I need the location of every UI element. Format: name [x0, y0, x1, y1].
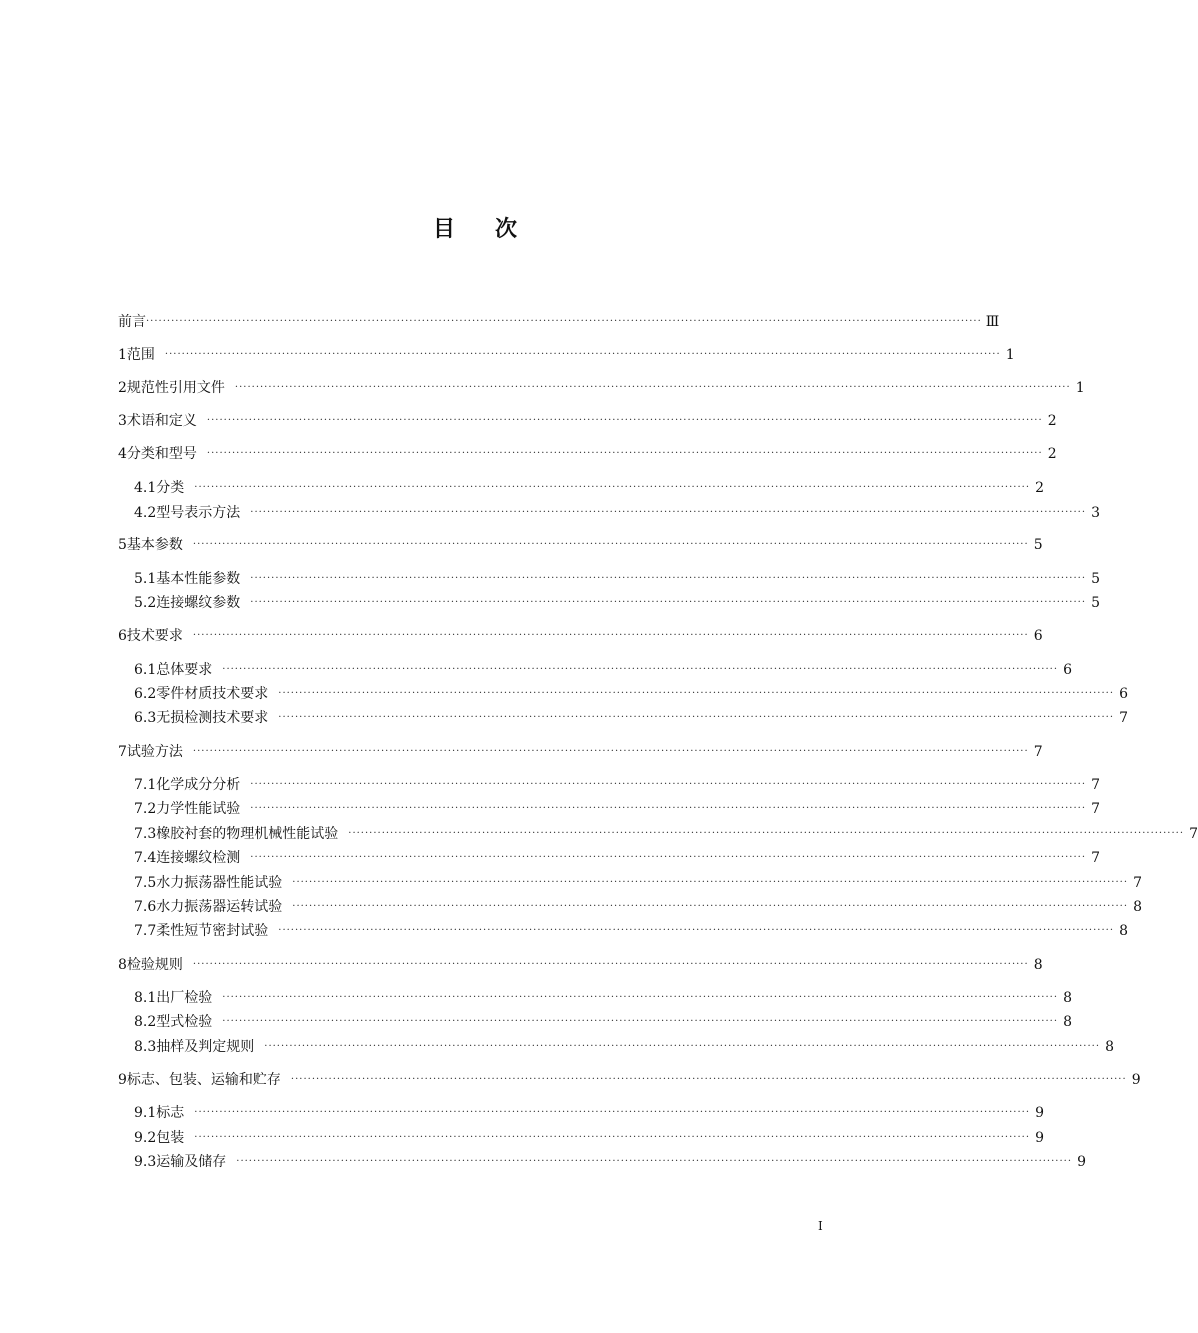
toc-entry-label: 出厂检验 [156, 990, 213, 1006]
toc-entry-page: 6 [1033, 628, 1043, 644]
toc-dot-leader: ········································································································································································································ [192, 746, 1029, 757]
toc-dot-leader: ········································································································································································································ [192, 539, 1029, 550]
toc-entry-label: 橡胶衬套的物理机械性能试验 [156, 826, 339, 842]
toc-entry-page: 8 [1119, 923, 1129, 939]
toc-entry-label: 前言 [118, 314, 146, 330]
toc-entry-page: 9 [1035, 1130, 1045, 1146]
toc-dot-leader: ········································································································································································································ [222, 1016, 1059, 1027]
toc-entry-page: 7 [1119, 710, 1129, 726]
toc-entry-number: 6 [118, 628, 127, 644]
toc-entry-page: 1 [1075, 380, 1085, 396]
toc-entry[interactable] [134, 478, 1045, 498]
toc-entry-number: 5.2 [134, 595, 157, 611]
toc-entry-label: 型号表示方法 [156, 505, 241, 521]
toc-entry[interactable] [134, 848, 1101, 868]
toc-entry[interactable] [118, 444, 1057, 464]
toc-entry-label: 连接螺纹参数 [156, 595, 241, 611]
toc-dot-leader: ········································································································································································································ [278, 712, 1115, 723]
toc-entry-page: 9 [1131, 1072, 1141, 1088]
toc-entry[interactable] [134, 1103, 1045, 1123]
toc-entry-label: 检验规则 [126, 957, 183, 973]
toc-entry-number: 5.1 [134, 571, 157, 587]
toc-entry[interactable] [134, 824, 1198, 844]
toc-dot-leader: ········································································································································································································ [234, 382, 1071, 393]
toc-entry-label: 范围 [126, 347, 155, 363]
toc-dot-leader: ········································································································································································································ [250, 779, 1087, 790]
toc-entry-page: 5 [1033, 537, 1043, 553]
toc-entry-number: 8 [118, 957, 127, 973]
toc-entry-page: 8 [1133, 899, 1143, 915]
toc-dot-leader: ········································································································································································································ [290, 1074, 1127, 1085]
toc-entry[interactable] [134, 799, 1101, 819]
toc-dot-leader: ········································································································································································································ [146, 316, 982, 327]
toc-entry-label: 柔性短节密封试验 [156, 923, 269, 939]
toc-dot-leader: ········································································································································································································ [292, 877, 1129, 888]
toc-entry-page: 2 [1035, 480, 1045, 496]
toc-entry-number: 7.2 [134, 801, 157, 817]
toc-entry-number: 3 [118, 413, 127, 429]
toc-entry[interactable] [118, 955, 1043, 975]
toc-entry-number: 7.3 [134, 826, 157, 842]
toc-entry-label: 试验方法 [126, 744, 183, 760]
toc-dot-leader: ········································································································································································································ [194, 482, 1031, 493]
toc-entry-number: 8.3 [134, 1039, 157, 1055]
toc-entry-page: 6 [1063, 662, 1073, 678]
toc-dot-leader: ········································································································································································································ [222, 664, 1059, 675]
toc-entry[interactable] [118, 1070, 1141, 1090]
page-title-part2: 次 [495, 217, 518, 242]
toc-entry-number: 2 [118, 380, 127, 396]
toc-entry-page: 3 [1091, 505, 1101, 521]
toc-entry-number: 9.1 [134, 1105, 157, 1121]
toc-entry-label: 分类和型号 [126, 446, 197, 462]
page-title-part1: 目 [432, 217, 455, 242]
toc-entry-page: 9 [1035, 1105, 1045, 1121]
toc-entry[interactable] [118, 535, 1043, 555]
toc-entry-label: 技术要求 [126, 628, 183, 644]
toc-entry-page: 8 [1063, 1014, 1073, 1030]
toc-entry[interactable] [134, 1128, 1045, 1148]
toc-entry-number: 7.5 [134, 875, 157, 891]
toc-entry-label: 基本性能参数 [156, 571, 241, 587]
toc-entry-number: 4.2 [134, 505, 157, 521]
toc-entry-page: 7 [1133, 875, 1143, 891]
toc-entry[interactable] [118, 312, 1000, 332]
toc-entry[interactable] [118, 345, 1015, 365]
toc-dot-leader: ········································································································································································································ [192, 630, 1029, 641]
toc-entry[interactable] [134, 1152, 1087, 1172]
toc-entry-label: 分类 [156, 480, 185, 496]
toc-dot-leader: ········································································································································································································ [348, 828, 1185, 839]
toc-entry-label: 包装 [156, 1130, 185, 1146]
toc-dot-leader: ········································································································································································································ [194, 1107, 1031, 1118]
toc-dot-leader: ········································································································································································································ [250, 597, 1087, 608]
toc-dot-leader: ········································································································································································································ [192, 959, 1029, 970]
toc-entry-label: 术语和定义 [126, 413, 197, 429]
toc-entry-number: 6.1 [134, 662, 157, 678]
toc-entry-label: 基本参数 [126, 537, 183, 553]
toc-dot-leader: ········································································································································································································ [206, 448, 1043, 459]
toc-entry-page: 7 [1033, 744, 1043, 760]
toc-entry[interactable] [134, 593, 1101, 613]
toc-entry[interactable] [134, 873, 1143, 893]
toc-entry-page: 7 [1091, 801, 1101, 817]
toc-entry-number: 9.2 [134, 1130, 157, 1146]
toc-entry-page: Ⅲ [985, 314, 1000, 330]
toc-dot-leader: ········································································································································································································ [222, 992, 1059, 1003]
toc-entry-number: 7.6 [134, 899, 157, 915]
toc-entry-label: 标志、包装、运输和贮存 [126, 1072, 281, 1088]
toc-dot-leader: ········································································································································································································ [278, 925, 1115, 936]
toc-entry-page: 8 [1105, 1039, 1115, 1055]
toc-entry-label: 标志 [156, 1105, 185, 1121]
toc-entry-label: 化学成分分析 [156, 777, 241, 793]
toc-entry[interactable] [118, 742, 1043, 762]
toc-entry[interactable] [118, 411, 1057, 431]
toc-entry[interactable] [134, 503, 1101, 523]
toc-entry[interactable] [134, 708, 1129, 728]
toc-entry-number: 5 [118, 537, 127, 553]
page-title [0, 212, 950, 243]
toc-entry-label: 抽样及判定规则 [156, 1039, 255, 1055]
toc-entry-number: 8.1 [134, 990, 157, 1006]
toc-entry-label: 力学性能试验 [156, 801, 241, 817]
toc-entry-number: 4 [118, 446, 127, 462]
toc-dot-leader: ········································································································································································································ [278, 688, 1115, 699]
toc-entry-number: 1 [118, 347, 127, 363]
toc-dot-leader: ········································································································································································································ [194, 1132, 1031, 1143]
toc-entry-number: 9.3 [134, 1154, 157, 1170]
toc-entry[interactable] [134, 660, 1073, 680]
toc-entry[interactable] [118, 626, 1043, 646]
toc-entry-label: 型式检验 [156, 1014, 213, 1030]
toc-entry-label: 运输及储存 [156, 1154, 227, 1170]
toc-entry-page: 5 [1091, 571, 1101, 587]
toc-entry-label: 无损检测技术要求 [156, 710, 269, 726]
toc-entry[interactable] [134, 569, 1101, 589]
toc-entry-page: 9 [1077, 1154, 1087, 1170]
toc-entry[interactable] [134, 988, 1073, 1008]
toc-entry[interactable] [134, 1037, 1115, 1057]
toc-entry[interactable] [134, 775, 1101, 795]
toc-dot-leader: ········································································································································································································ [236, 1156, 1073, 1167]
toc-entry-number: 7 [118, 744, 127, 760]
toc-dot-leader: ········································································································································································································ [264, 1041, 1101, 1052]
toc-entry[interactable] [118, 378, 1085, 398]
toc-entry-number: 6.3 [134, 710, 157, 726]
toc-entry-page: 7 [1189, 826, 1198, 842]
toc-entry-number: 6.2 [134, 686, 157, 702]
toc-entry-label: 总体要求 [156, 662, 213, 678]
toc-dot-leader: ········································································································································································································ [206, 415, 1043, 426]
toc-entry-number: 8.2 [134, 1014, 157, 1030]
toc-entry-number: 9 [118, 1072, 127, 1088]
page-number: I [818, 1219, 823, 1233]
toc-entry-label: 规范性引用文件 [126, 380, 225, 396]
toc-entry-page: 2 [1047, 413, 1057, 429]
toc-dot-leader: ········································································································································································································ [250, 573, 1087, 584]
toc-dot-leader: ········································································································································································································ [250, 852, 1087, 863]
toc-entry[interactable] [134, 921, 1129, 941]
toc-entry-page: 1 [1005, 347, 1015, 363]
toc-entry-number: 7.4 [134, 850, 157, 866]
toc-entry-label: 零件材质技术要求 [156, 686, 269, 702]
toc-entry-page: 8 [1033, 957, 1043, 973]
toc-entry-page: 7 [1091, 850, 1101, 866]
toc-entry-label: 水力振荡器性能试验 [156, 875, 283, 891]
toc-dot-leader: ········································································································································································································ [164, 349, 1001, 360]
toc-entry-page: 6 [1119, 686, 1129, 702]
toc-entry-number: 7.7 [134, 923, 157, 939]
toc-entry-label: 水力振荡器运转试验 [156, 899, 283, 915]
toc-entry-page: 5 [1091, 595, 1101, 611]
toc-dot-leader: ········································································································································································································ [250, 803, 1087, 814]
toc-entry-page: 7 [1091, 777, 1101, 793]
toc-entry[interactable] [134, 897, 1143, 917]
toc-entry-page: 2 [1047, 446, 1057, 462]
toc-entry[interactable] [134, 684, 1129, 704]
toc-dot-leader: ········································································································································································································ [292, 901, 1129, 912]
toc-entry-label: 连接螺纹检测 [156, 850, 241, 866]
toc-entry[interactable] [134, 1012, 1073, 1032]
toc-dot-leader: ········································································································································································································ [250, 507, 1087, 518]
toc-entry-number: 4.1 [134, 480, 157, 496]
toc-entry-page: 8 [1063, 990, 1073, 1006]
toc-entry-number: 7.1 [134, 777, 157, 793]
